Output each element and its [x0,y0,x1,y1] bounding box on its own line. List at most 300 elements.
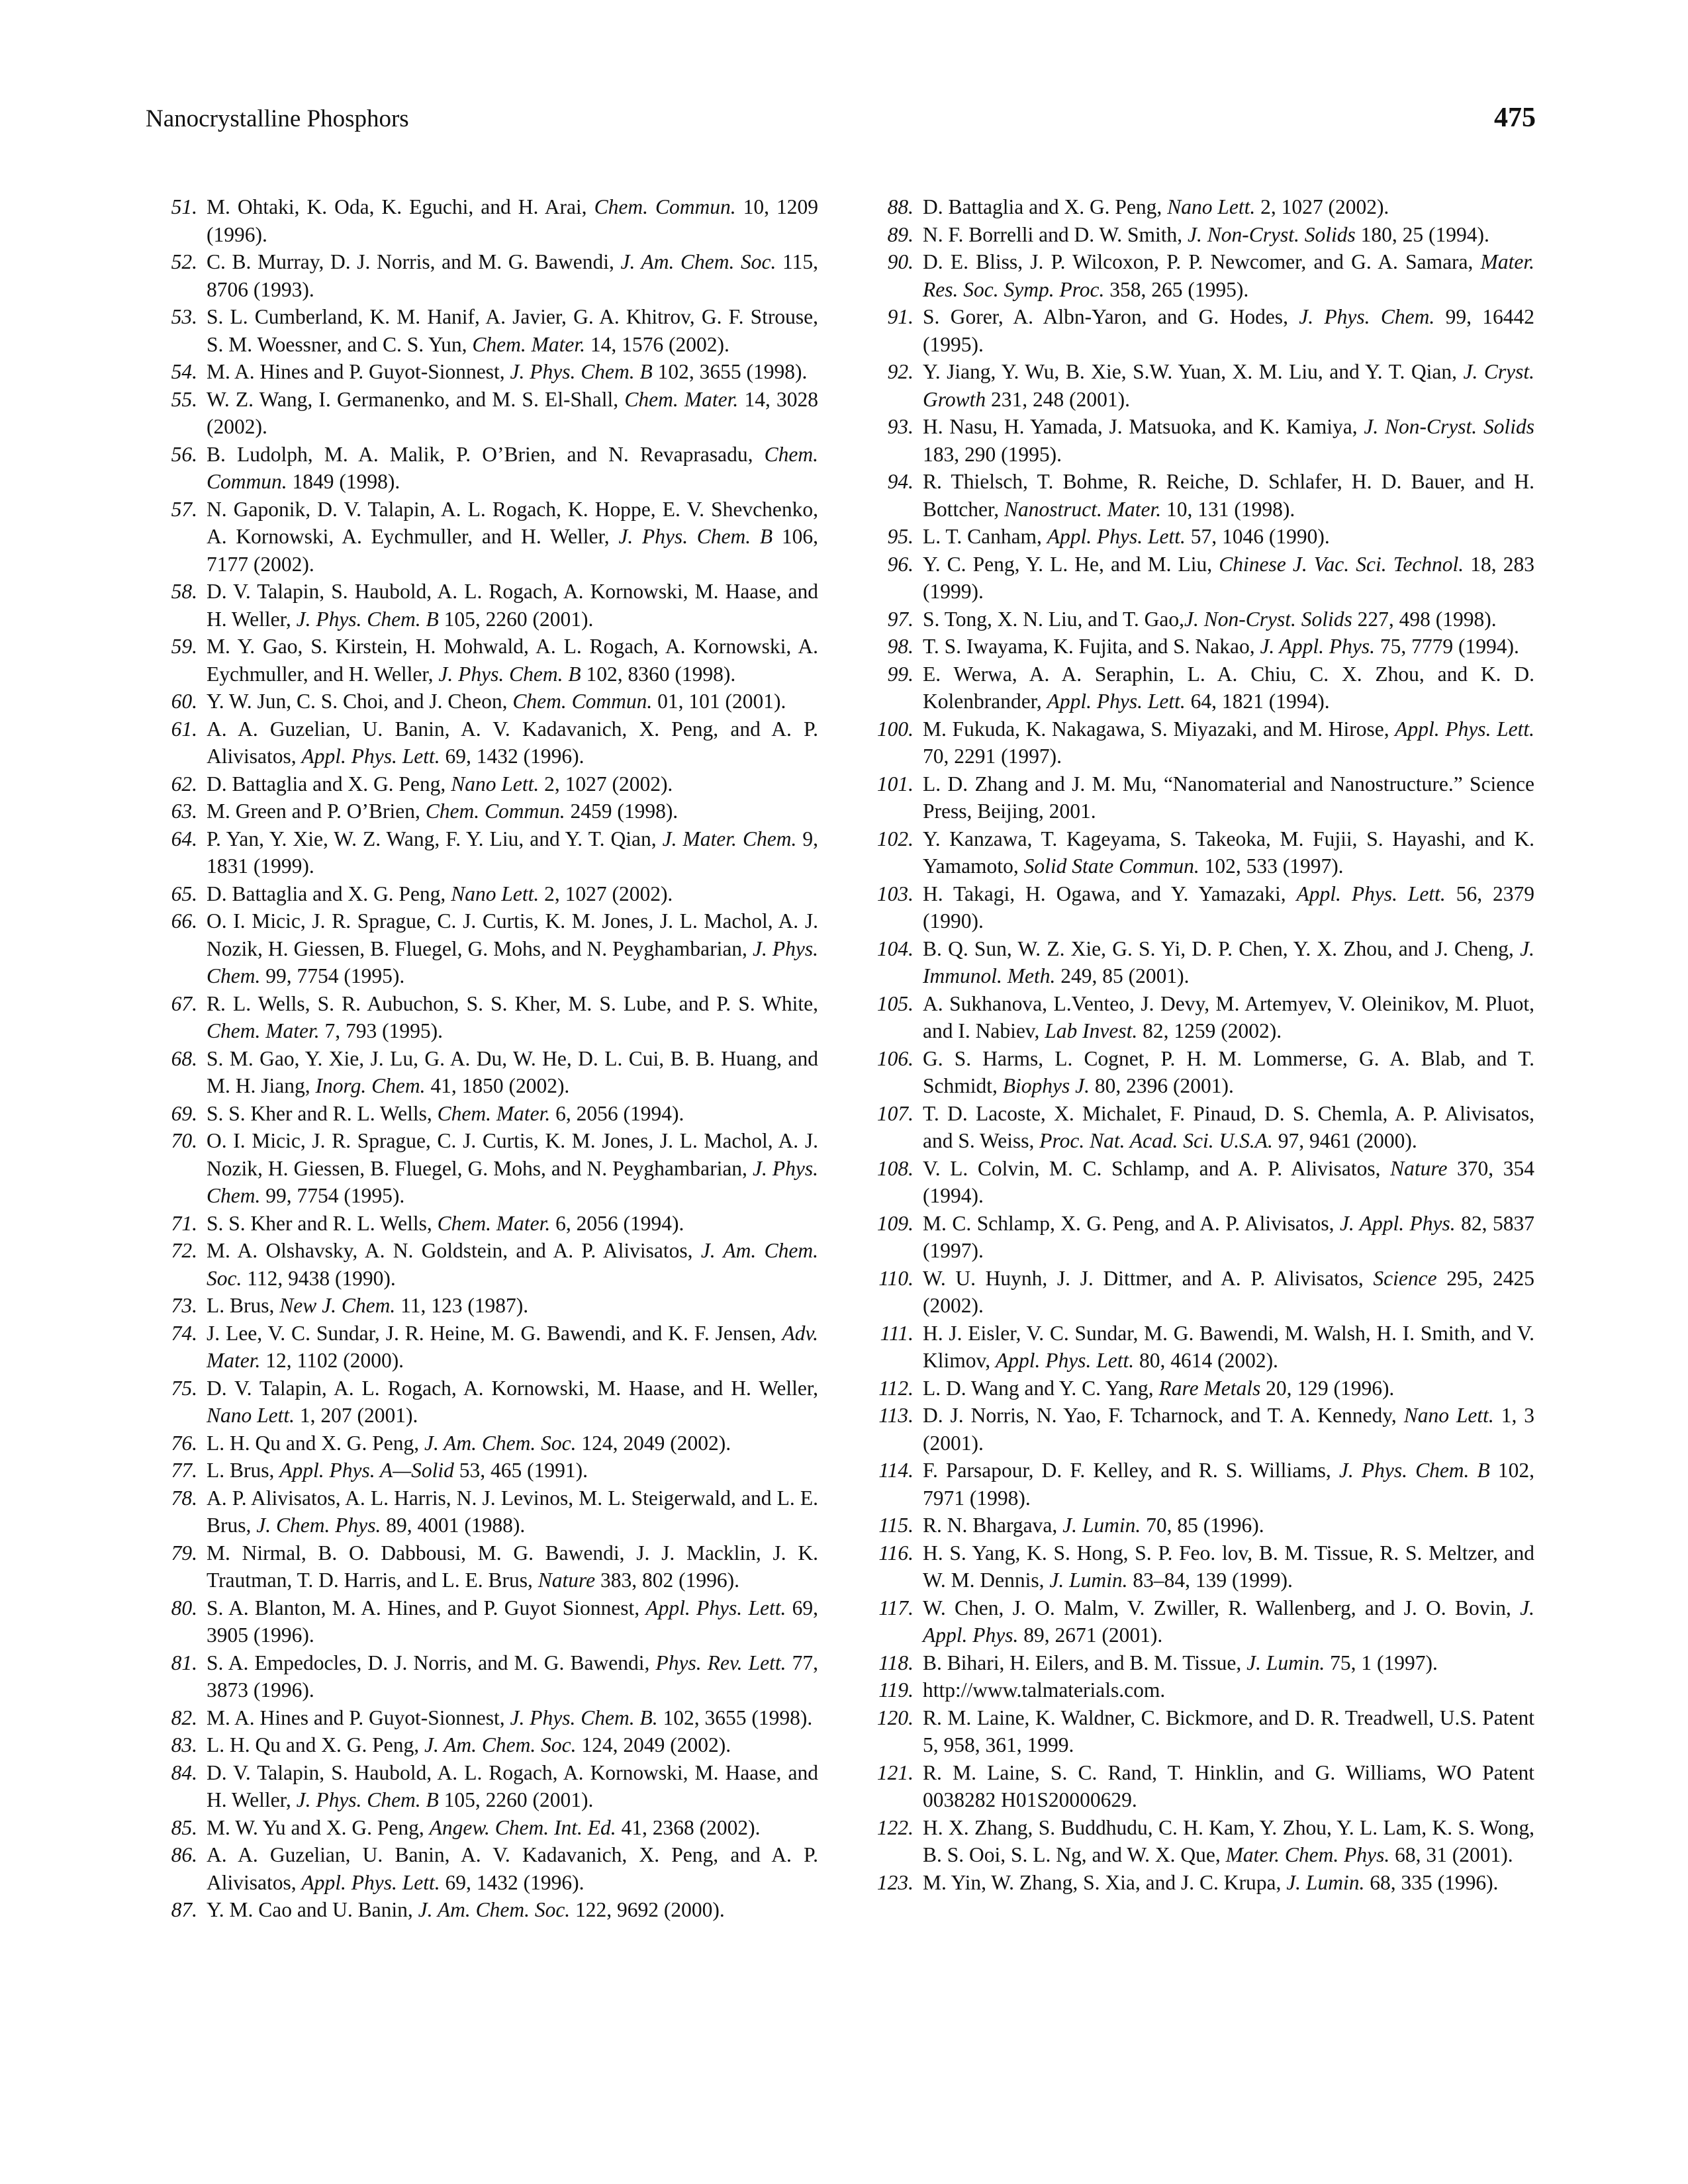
reference-authors: G. S. Harms, L. Cognet, P. H. M. Lommerse, G. A. Blab, and T. Schmidt, [923,1046,1534,1097]
reference-authors: D. V. Talapin, S. Haubold, A. L. Rogach, A. Kornowski, M. Haase, and H. Weller, [207,580,818,631]
reference-authors: W. U. Huynh, J. J. Dittmer, and A. P. Alivisatos, [923,1266,1374,1290]
reference-authors: R. L. Wells, S. R. Aubuchon, S. S. Kher, M. S. Lube, and P. S. White, [207,991,818,1015]
reference-number: 103. [876,882,914,905]
reference-authors: D. Battaglia and X. G. Peng, [207,772,451,796]
reference-journal: J. Am. Chem. Soc. [207,1239,818,1290]
reference-citation: 80, 2396 (2001). [1089,1074,1234,1097]
reference-citation: 1, 3 (2001). [923,1404,1535,1455]
reference-citation: 2, 1027 (2002). [539,772,673,796]
reference-journal: J. Chem. Phys. [256,1514,381,1537]
reference-authors: A. A. Guzelian, U. Banin, A. V. Kadavanich, X. Peng, and A. P. Alivisatos, [207,717,818,768]
reference-citation: 80, 4614 (2002). [1134,1349,1278,1372]
reference-journal: Chem. Mater. [437,1211,551,1235]
reference-number: 98. [887,635,914,658]
reference-authors: L. D. Wang and Y. C. Yang, [923,1376,1159,1400]
reference-journal: Appl. Phys. Lett. [1047,690,1186,713]
reference-journal: Adv. Mater. [207,1321,818,1372]
reference-item [155,907,818,990]
reference-authors: S. A. Blanton, M. A. Hines, and P. Guyot Sionnest, [207,1596,646,1619]
reference-item [155,1539,818,1594]
reference-number: 112. [878,1376,914,1400]
reference-authors: H. Takagi, H. Ogawa, and Y. Yamazaki, [923,882,1297,905]
reference-item [155,1457,818,1484]
reference-journal: J. Phys. Chem. B [510,360,653,383]
reference-number: 111. [880,1321,914,1345]
reference-number: 97. [887,607,914,631]
reference-citation: 18, 283 (1999). [923,552,1535,603]
reference-journal: J. Mater. Chem. [662,827,797,850]
reference-citation: 89, 2671 (2001). [1018,1623,1163,1647]
reference-authors: H. J. Eisler, V. C. Sundar, M. G. Bawendi, M. Walsh, H. I. Smith, and V. Klimov, [923,1321,1534,1372]
reference-journal: J. Phys. Chem. [207,936,818,987]
reference-number: 117. [878,1596,914,1619]
reference-journal: Lab Invest. [1045,1019,1138,1042]
reference-item [871,1512,1534,1539]
reference-item [871,935,1534,990]
reference-journal: Biophys J. [1002,1074,1090,1097]
reference-authors: M. A. Hines and P. Guyot-Sionnest, [207,360,510,383]
reference-journal: Appl. Phys. Lett. [1395,717,1535,741]
reference-citation: 11, 123 (1987). [395,1294,529,1317]
reference-journal: J. Non-Cryst. Solids [1188,222,1356,246]
reference-citation: 6, 2056 (1994). [550,1101,684,1125]
reference-authors: M. Fukuda, K. Nakagawa, S. Miyazaki, and M. Hirose, [923,717,1395,741]
reference-authors: M. A. Olshavsky, A. N. Goldstein, and A. P. Alivisatos, [207,1239,701,1262]
reference-journal: J. Am. Chem. Soc. [620,250,776,273]
reference-authors: H. S. Yang, K. S. Hong, S. P. Feo. lov, B. M. Tissue, R. S. Meltzer, and W. M. Dennis, [923,1541,1534,1592]
reference-item [871,1100,1534,1155]
reference-item [155,1649,818,1704]
reference-item [871,1814,1534,1869]
reference-journal: Angew. Chem. Int. Ed. [429,1815,616,1839]
reference-journal: Proc. Nat. Acad. Sci. U.S.A. [1039,1129,1273,1152]
reference-item [871,633,1534,660]
reference-citation: 56, 2379 (1990). [923,882,1535,933]
reference-citation: 122, 9692 (2000). [570,1898,725,1921]
reference-journal: Nano Lett. [451,882,539,905]
reference-item [155,1594,818,1649]
reference-number: 77. [171,1459,197,1482]
reference-item [871,1759,1534,1814]
reference-item [155,1320,818,1375]
reference-journal: Chem. Commun. [594,195,736,218]
reference-item [155,1484,818,1539]
reference-authors: M. Ohtaki, K. Oda, K. Eguchi, and H. Arai, [207,195,594,218]
reference-citation: 57, 1046 (1990). [1185,525,1330,548]
reference-authors: M. Nirmal, B. O. Dabbousi, M. G. Bawendi, J. J. Macklin, J. K. Trautman, T. D. Harris, and L. E. Brus, [207,1541,818,1592]
reference-journal: Appl. Phys. Lett. [301,1870,440,1894]
reference-number: 109. [876,1211,914,1235]
reference-journal: Chem. Mater. [624,387,739,411]
reference-number: 110. [878,1266,914,1290]
reference-authors: A. A. Guzelian, U. Banin, A. V. Kadavanich, X. Peng, and A. P. Alivisatos, [207,1843,818,1894]
reference-citation: 69, 3905 (1996). [207,1596,819,1647]
reference-authors: S. S. Kher and R. L. Wells, [207,1101,438,1125]
running-title: Nanocrystalline Phosphors [146,105,409,132]
reference-number: 89. [887,222,914,246]
reference-number: 93. [887,415,914,438]
reference-citation: 75, 7779 (1994). [1374,635,1519,658]
reference-citation: 102, 7971 (1998). [923,1459,1535,1510]
reference-item [871,660,1534,715]
reference-number: 65. [171,882,197,905]
reference-citation: 53, 465 (1991). [453,1459,588,1482]
reference-journal: J. Am. Chem. Soc. [424,1431,577,1455]
reference-citation: 99, 7754 (1995). [260,1184,405,1207]
reference-item [871,193,1534,221]
reference-authors: V. L. Colvin, M. C. Schlamp, and A. P. Alivisatos, [923,1156,1391,1180]
page-header [146,105,1536,144]
reference-citation: 68, 335 (1996). [1364,1870,1499,1894]
reference-item [155,496,818,578]
reference-number: 71. [171,1211,197,1235]
reference-journal: Chem. Commun. [512,690,653,713]
reference-number: 116. [878,1541,914,1565]
reference-number: 107. [876,1101,914,1125]
reference-citation: 9, 1831 (1999). [207,827,818,878]
reference-number: 108. [876,1156,914,1180]
reference-citation: 370, 354 (1994). [923,1156,1534,1207]
reference-number: 63. [171,799,197,823]
reference-journal: J. Lumin. [1062,1514,1141,1537]
reference-journal: Chinese J. Vac. Sci. Technol. [1219,552,1464,576]
reference-item [871,413,1534,468]
reference-citation: 14, 1576 (2002). [585,332,729,356]
reference-item [871,880,1534,935]
reference-authors: Y. C. Peng, Y. L. He, and M. Liu, [923,552,1219,576]
reference-authors: D. J. Norris, N. Yao, F. Tcharnock, and T. A. Kennedy, [923,1404,1404,1427]
reference-journal: Nano Lett. [207,1404,295,1427]
reference-authors: B. Q. Sun, W. Z. Xie, G. S. Yi, D. P. Chen, Y. X. Zhou, and J. Cheng, [923,936,1521,960]
reference-authors: D. E. Bliss, J. P. Wilcoxon, P. P. Newcomer, and G. A. Samara, [923,250,1481,273]
reference-journal: Chem. Mater. [207,1019,320,1042]
reference-authors: O. I. Micic, J. R. Sprague, C. J. Curtis, K. M. Jones, J. L. Machol, A. J. Nozik, H. Giessen, B. Fluegel, G. Mohs, and N. Peyghambarian, [207,1129,818,1180]
reference-authors: L. H. Qu and X. G. Peng, [207,1733,424,1756]
reference-citation: 2, 1027 (2002). [1255,195,1389,218]
reference-authors: N. F. Borrelli and D. W. Smith, [923,222,1188,246]
reference-item [155,358,818,386]
reference-journal: Appl. Phys. Lett. [995,1349,1135,1372]
reference-item [155,1704,818,1732]
reference-citation: 249, 85 (2001). [1055,964,1190,987]
reference-item [155,1759,818,1814]
reference-journal: J. Lumin. [1246,1651,1325,1674]
reference-citation: 41, 1850 (2002). [425,1074,570,1097]
reference-item [871,303,1534,358]
reference-journal: Nature [1390,1156,1448,1180]
reference-authors: D. V. Talapin, A. L. Rogach, A. Kornowski, M. Haase, and H. Weller, [207,1376,818,1400]
reference-item [155,1292,818,1320]
reference-authors: N. Gaponik, D. V. Talapin, A. L. Rogach, K. Hoppe, E. V. Shevchenko, A. Kornowski, A. Eychmuller, and H. Weller, [207,497,818,548]
reference-number: 52. [171,250,197,273]
reference-authors: T. S. Iwayama, K. Fujita, and S. Nakao, [923,635,1260,658]
reference-journal: Science [1373,1266,1437,1290]
reference-number: 83. [171,1733,197,1756]
reference-number: 69. [171,1101,197,1125]
reference-column-left [155,193,818,1924]
reference-citation: 69, 1432 (1996). [440,745,585,768]
reference-number: 92. [887,360,914,383]
reference-citation: 124, 2049 (2002). [576,1733,731,1756]
reference-journal: J. Phys. Chem. [1299,305,1435,328]
reference-item [155,303,818,358]
reference-journal: Nanostruct. Mater. [1004,497,1162,521]
reference-authors: M. Y. Gao, S. Kirstein, H. Mohwald, A. L. Rogach, A. Kornowski, A. Eychmuller, and H. Weller, [207,635,818,686]
reference-citation: 105, 2260 (2001). [438,1788,594,1811]
reference-citation: 20, 129 (1996). [1260,1376,1395,1400]
reference-citation: 89, 4001 (1988). [381,1514,526,1537]
reference-number: 81. [171,1651,197,1674]
reference-number: 78. [171,1486,197,1510]
reference-number: 104. [876,936,914,960]
reference-authors: S. M. Gao, Y. Xie, J. Lu, G. A. Du, W. He, D. L. Cui, B. B. Huang, and M. H. Jiang, [207,1046,818,1097]
reference-item [155,193,818,248]
reference-item [155,880,818,908]
reference-item [871,1265,1534,1320]
reference-authors: D. Battaglia and X. G. Peng, [207,882,451,905]
reference-item [871,1869,1534,1897]
reference-number: 94. [887,470,914,493]
reference-authors: H. X. Zhang, S. Buddhudu, C. H. Kam, Y. Zhou, Y. L. Lam, K. S. Wong, B. S. Ooi, S. L. Ng, and W. X. Que, [923,1815,1534,1866]
reference-item [871,1594,1534,1649]
reference-authors: B. Bihari, H. Eilers, and B. M. Tissue, [923,1651,1247,1674]
reference-item [155,770,818,798]
reference-authors: Y. W. Jun, C. S. Choi, and J. Cheon, [207,690,513,713]
reference-number: 58. [171,580,197,603]
reference-item [871,1210,1534,1265]
reference-citation: 75, 1 (1997). [1325,1651,1438,1674]
reference-journal: J. Appl. Phys. [923,1596,1534,1647]
reference-journal: Appl. Phys. A—Solid [279,1459,454,1482]
reference-number: 85. [171,1815,197,1839]
reference-item [155,1731,818,1759]
reference-authors: M. C. Schlamp, X. G. Peng, and A. P. Alivisatos, [923,1211,1340,1235]
reference-citation: 180, 25 (1994). [1355,222,1489,246]
reference-journal: Chem. Mater. [437,1101,551,1125]
reference-journal: J. Phys. Chem. B [1338,1459,1490,1482]
reference-item [871,221,1534,249]
reference-journal: J. Phys. Chem. B [438,662,581,686]
reference-number: 119. [878,1678,914,1702]
reference-citation: 70, 85 (1996). [1141,1514,1264,1537]
reference-number: 57. [171,497,197,521]
reference-journal: Rare Metals [1158,1376,1261,1400]
reference-number: 87. [171,1898,197,1921]
reference-journal: J. Non-Cryst. Solids [1364,415,1534,438]
reference-authors: D. Battaglia and X. G. Peng, [923,195,1168,218]
reference-item [155,578,818,633]
reference-authors: H. Nasu, H. Yamada, J. Matsuoka, and K. Kamiya, [923,415,1364,438]
reference-journal: J. Phys. Chem. [207,1156,818,1207]
reference-journal: J. Appl. Phys. [1260,635,1375,658]
reference-item [155,990,818,1045]
reference-authors: R. M. Laine, S. C. Rand, T. Hinklin, and G. Williams, WO Patent 0038282 H01S20000629. [923,1760,1534,1811]
reference-item [155,386,818,441]
reference-citation: 102, 8360 (1998). [581,662,736,686]
reference-number: 101. [876,772,914,796]
reference-number: 86. [171,1843,197,1866]
reference-number: 55. [171,387,197,411]
reference-authors: L. Brus, [207,1294,280,1317]
reference-authors: http://www.talmaterials.com. [923,1678,1166,1702]
reference-number: 66. [171,909,197,933]
reference-number: 113. [878,1404,914,1427]
reference-citation: 102, 3655 (1998). [657,1706,813,1729]
reference-citation: 102, 533 (1997). [1199,854,1344,878]
reference-number: 68. [171,1046,197,1070]
reference-journal: J. Non-Cryst. Solids [1184,607,1352,631]
reference-number: 51. [171,195,197,218]
reference-number: 105. [876,991,914,1015]
reference-number: 122. [876,1815,914,1839]
reference-number: 60. [171,690,197,713]
reference-item [155,441,818,496]
reference-journal: J. Lumin. [1049,1569,1128,1592]
reference-citation: 6, 2056 (1994). [550,1211,684,1235]
reference-number: 74. [171,1321,197,1345]
reference-journal: Appl. Phys. Lett. [301,745,440,768]
reference-item [155,248,818,303]
reference-item [871,1539,1534,1594]
reference-authors: Y. Kanzawa, T. Kageyama, S. Takeoka, M. Fujii, S. Hayashi, and K. Yamamoto, [923,827,1534,878]
reference-journal: J. Immunol. Meth. [923,936,1534,987]
reference-journal: Chem. Commun. [207,442,818,493]
reference-authors: B. Ludolph, M. A. Malik, P. O’Brien, and N. Revaprasadu, [207,442,765,466]
reference-journal: J. Lumin. [1286,1870,1365,1894]
reference-item [871,1676,1534,1704]
reference-item [155,1896,818,1924]
reference-item [155,1375,818,1430]
reference-journal: Nature [538,1569,596,1592]
reference-number: 62. [171,772,197,796]
reference-journal: New J. Chem. [279,1294,396,1317]
reference-authors: P. Yan, Y. Xie, W. Z. Wang, F. Y. Liu, and Y. T. Qian, [207,827,663,850]
reference-journal: J. Cryst. Growth [923,360,1534,411]
reference-authors: L. T. Canham, [923,525,1047,548]
reference-item [871,523,1534,551]
reference-item [155,1100,818,1128]
reference-citation: 99, 16442 (1995). [923,305,1535,356]
reference-authors: L. H. Qu and X. G. Peng, [207,1431,424,1455]
reference-citation: 99, 7754 (1995). [260,964,405,987]
reference-number: 95. [887,525,914,548]
reference-authors: Y. Jiang, Y. Wu, B. Xie, S.W. Yuan, X. M. Liu, and Y. T. Qian, [923,360,1464,383]
reference-item [155,715,818,770]
reference-item [155,1430,818,1457]
reference-authors: L. Brus, [207,1459,280,1482]
reference-item [871,1704,1534,1759]
reference-citation: 1849 (1998). [287,470,400,493]
reference-item [155,1210,818,1238]
reference-citation: 01, 101 (2001). [652,690,786,713]
reference-number: 84. [171,1760,197,1784]
reference-citation: 77, 3873 (1996). [207,1651,818,1702]
reference-item [871,1402,1534,1457]
reference-number: 80. [171,1596,197,1619]
reference-number: 54. [171,360,197,383]
reference-number: 99. [887,662,914,686]
reference-item [871,1155,1534,1210]
reference-authors: S. Gorer, A. Albn-Yaron, and G. Hodes, [923,305,1299,328]
reference-authors: R. M. Laine, K. Waldner, C. Bickmore, and D. R. Treadwell, U.S. Patent 5, 958, 361, 1999. [923,1706,1534,1756]
reference-citation: 124, 2049 (2002). [576,1431,731,1455]
reference-citation: 69, 1432 (1996). [440,1870,585,1894]
reference-item [871,248,1534,303]
reference-citation: 64, 1821 (1994). [1185,690,1330,713]
reference-item [871,358,1534,413]
reference-number: 88. [887,195,914,218]
reference-journal: J. Phys. Chem. B [296,607,439,631]
reference-journal: J. Am. Chem. Soc. [424,1733,577,1756]
reference-item [871,1045,1534,1100]
reference-item [871,715,1534,770]
reference-number: 64. [171,827,197,850]
reference-citation: 102, 3655 (1998). [652,360,808,383]
reference-number: 75. [171,1376,197,1400]
reference-authors: W. Z. Wang, I. Germanenko, and M. S. El-Shall, [207,387,625,411]
reference-item [871,1457,1534,1512]
reference-journal: Solid State Commun. [1023,854,1199,878]
reference-item [155,1127,818,1210]
reference-number: 118. [878,1651,914,1674]
reference-journal: J. Phys. Chem. B [296,1788,439,1811]
reference-item [155,797,818,825]
reference-citation: 1, 207 (2001). [295,1404,418,1427]
reference-citation: 10, 1209 (1996). [207,195,819,246]
reference-authors: S. A. Empedocles, D. J. Norris, and M. G. Bawendi, [207,1651,656,1674]
reference-item [155,1045,818,1100]
reference-citation: 183, 290 (1995). [923,442,1062,466]
reference-citation: 82, 5837 (1997). [923,1211,1534,1262]
reference-number: 79. [171,1541,197,1565]
reference-journal: Mater. Res. Soc. Symp. Proc. [923,250,1534,301]
reference-authors: J. Lee, V. C. Sundar, J. R. Heine, M. G. Bawendi, and K. F. Jensen, [207,1321,782,1345]
reference-number: 56. [171,442,197,466]
reference-citation: 227, 498 (1998). [1352,607,1497,631]
reference-authors: O. I. Micic, J. R. Sprague, C. J. Curtis, K. M. Jones, J. L. Machol, A. J. Nozik, H. Giessen, B. Fluegel, G. Mohs, and N. Peyghambarian, [207,909,818,960]
reference-authors: R. Thielsch, T. Bohme, R. Reiche, D. Schlafer, H. D. Bauer, and H. Bottcher, [923,470,1534,521]
reference-citation: 358, 265 (1995). [1104,277,1249,301]
reference-number: 115. [878,1514,914,1537]
reference-journal: Mater. Chem. Phys. [1225,1843,1390,1866]
reference-authors: M. Green and P. O’Brien, [207,799,426,823]
reference-citation: 106, 7177 (2002). [207,525,818,576]
reference-citation: 14, 3028 (2002). [207,387,819,438]
reference-citation: 2459 (1998). [565,799,679,823]
reference-authors: M. W. Yu and X. G. Peng, [207,1815,430,1839]
reference-citation: 2, 1027 (2002). [539,882,673,905]
reference-authors: L. D. Zhang and J. M. Mu, “Nanomaterial and Nanostructure.” Science Press, Beijing, 2001. [923,772,1534,823]
reference-item [871,825,1534,880]
reference-item [155,825,818,880]
reference-citation: 10, 131 (1998). [1161,497,1295,521]
reference-number: 120. [876,1706,914,1729]
reference-item [155,1814,818,1842]
reference-item [155,1841,818,1896]
reference-authors: M. Yin, W. Zhang, S. Xia, and J. C. Krupa, [923,1870,1287,1894]
reference-citation: 231, 248 (2001). [986,387,1130,411]
reference-citation: 83–84, 139 (1999). [1127,1569,1293,1592]
reference-authors: T. D. Lacoste, X. Michalet, F. Pinaud, D. S. Chemla, A. P. Alivisatos, and S. Weiss, [923,1101,1534,1152]
reference-journal: J. Am. Chem. Soc. [418,1898,571,1921]
reference-citation: 12, 1102 (2000). [260,1349,404,1372]
reference-number: 96. [887,552,914,576]
reference-citation: 7, 793 (1995). [319,1019,443,1042]
reference-item [871,990,1534,1045]
reference-number: 61. [171,717,197,741]
reference-citation: 97, 9461 (2000). [1272,1129,1417,1152]
reference-citation: 383, 802 (1996). [595,1569,739,1592]
